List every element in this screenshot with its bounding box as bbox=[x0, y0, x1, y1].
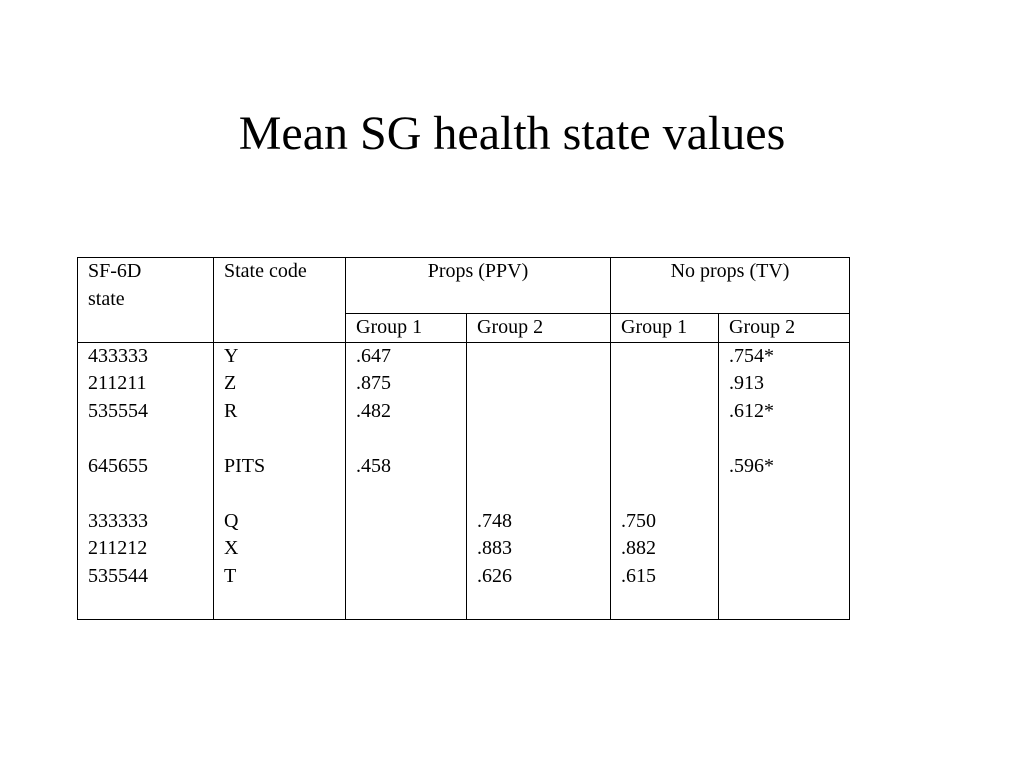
column-ppv-group-1 bbox=[346, 342, 467, 619]
table-cell bbox=[477, 398, 610, 426]
table-cell bbox=[356, 480, 466, 508]
table-cell bbox=[356, 508, 466, 536]
table-cell bbox=[729, 563, 849, 591]
table-cell: .913 bbox=[729, 372, 764, 394]
table-cell: .458 bbox=[356, 454, 391, 477]
table-cell bbox=[729, 508, 849, 536]
header-ppv-group-1: Group 1 bbox=[346, 314, 467, 343]
table-cell: Q bbox=[224, 509, 239, 532]
header-state-code: State code bbox=[214, 258, 346, 343]
table-cell bbox=[477, 343, 610, 371]
table-cell bbox=[621, 425, 718, 453]
table-cell bbox=[477, 480, 610, 508]
table-cell: .748 bbox=[477, 509, 512, 532]
table-cell: R bbox=[224, 399, 238, 422]
table-cell bbox=[88, 480, 213, 508]
slide-title: Mean SG health state values bbox=[238, 107, 786, 160]
table-cell: .750 bbox=[621, 509, 656, 532]
table-cell bbox=[224, 425, 345, 453]
health-state-values-table bbox=[77, 257, 850, 620]
column-tv-group-1 bbox=[611, 342, 719, 619]
table-cell bbox=[477, 425, 610, 453]
table-cell: .626 bbox=[477, 564, 512, 587]
table-cell: .754* bbox=[729, 344, 774, 367]
column-sf6d-state bbox=[78, 342, 214, 619]
table-cell: .596* bbox=[729, 454, 774, 477]
header-sf6d-state-line-1: SF-6D bbox=[88, 260, 142, 282]
table-cell bbox=[88, 425, 213, 453]
table-cell: X bbox=[224, 537, 239, 559]
header-sf6d-state bbox=[78, 258, 214, 343]
table-cell bbox=[621, 453, 718, 481]
table-cell bbox=[729, 535, 849, 563]
table-cell bbox=[729, 480, 849, 508]
header-tv-group-2: Group 2 bbox=[719, 314, 850, 343]
table-cell bbox=[621, 398, 718, 426]
table-cell: .882 bbox=[621, 537, 656, 559]
header-ppv-group-2: Group 2 bbox=[467, 314, 611, 343]
table-cell: Z bbox=[224, 372, 237, 394]
header-no-props-tv: No props (TV) bbox=[611, 258, 850, 314]
table-cell: PITS bbox=[224, 454, 266, 477]
header-tv-group-1: Group 1 bbox=[611, 314, 719, 343]
table-cell: 211211 bbox=[88, 372, 147, 394]
table-cell bbox=[477, 370, 610, 398]
table-body-row bbox=[78, 342, 850, 619]
table-cell: .647 bbox=[356, 344, 391, 367]
table-cell: .615 bbox=[621, 564, 656, 587]
table-cell: 333333 bbox=[88, 509, 148, 532]
table-cell bbox=[224, 480, 345, 508]
table-cell: 535544 bbox=[88, 564, 148, 587]
table-cell bbox=[621, 370, 718, 398]
table-cell bbox=[356, 535, 466, 563]
table-cell: 645655 bbox=[88, 454, 148, 477]
column-state-code bbox=[214, 342, 346, 619]
table-cell: .883 bbox=[477, 537, 512, 559]
table-header-row bbox=[78, 258, 850, 314]
header-props-ppv: Props (PPV) bbox=[346, 258, 611, 314]
table-cell: 535554 bbox=[88, 399, 148, 422]
column-ppv-group-2 bbox=[467, 342, 611, 619]
table-cell: 211212 bbox=[88, 537, 148, 559]
header-sf6d-state-line-2: state bbox=[88, 287, 125, 310]
table-cell bbox=[621, 343, 718, 371]
table-cell bbox=[729, 425, 849, 453]
table-cell bbox=[477, 453, 610, 481]
table-cell: .482 bbox=[356, 399, 391, 422]
table-cell: 433333 bbox=[88, 344, 148, 367]
table-cell: Y bbox=[224, 344, 239, 367]
table-cell bbox=[621, 480, 718, 508]
table-cell bbox=[356, 563, 466, 591]
table-cell: T bbox=[224, 564, 237, 587]
table-cell: .875 bbox=[356, 372, 391, 394]
table-cell: .612* bbox=[729, 399, 774, 422]
column-tv-group-2 bbox=[719, 342, 850, 619]
table-cell bbox=[356, 425, 466, 453]
